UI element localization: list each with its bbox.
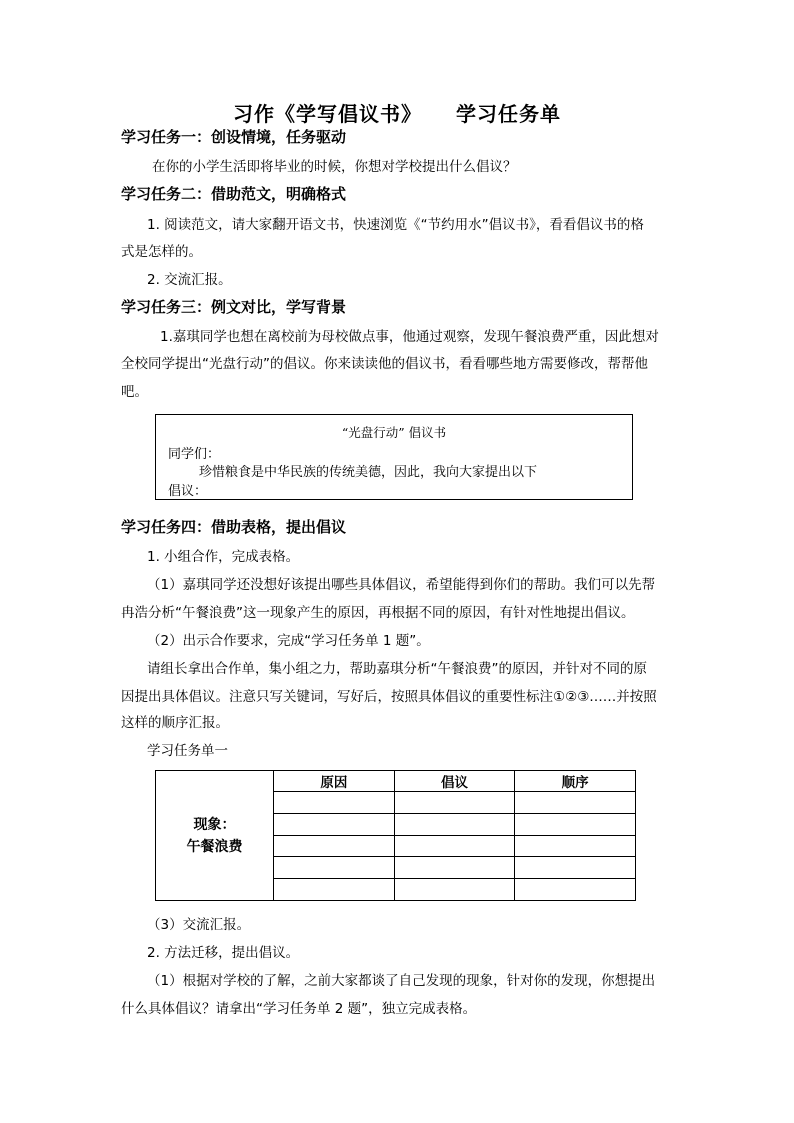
column-header-order: 顺序 (515, 771, 636, 792)
table-cell[interactable] (274, 813, 395, 835)
task4-step2a-line1: （1）根据对学校的了解，之前大家都谈了自己发现的现象，针对你的发现，你想提出 (147, 973, 656, 989)
phenomenon-value: 午餐浪费 (186, 838, 243, 855)
task3-heading: 学习任务三：例文对比，学写背景 (121, 298, 347, 316)
task4-step1b: （2）出示合作要求，完成“学习任务单 1 题”。 (147, 633, 430, 649)
task4-step2: 2. 方法迁移，提出倡议。 (147, 945, 300, 961)
example-title: “光盘行动” 倡议书 (341, 425, 447, 440)
table-cell[interactable] (274, 879, 395, 901)
task2-item2: 2. 交流汇报。 (147, 272, 232, 288)
title-sub: 学习任务单 (456, 102, 561, 126)
table-cell[interactable] (394, 857, 515, 879)
table-cell[interactable] (515, 857, 636, 879)
table-cell[interactable] (274, 835, 395, 857)
table-cell[interactable] (274, 792, 395, 814)
column-header-proposal: 倡议 (394, 771, 515, 792)
table-cell[interactable] (515, 879, 636, 901)
task4-step1c: （3）交流汇报。 (147, 917, 251, 933)
example-greeting: 同学们： (168, 447, 221, 462)
task2-item1-line1: 1. 阅读范文，请大家翻开语文书，快速浏览《“节约用水”倡议书》，看看倡议书的格 (147, 217, 644, 233)
phenomenon-cell (156, 771, 274, 901)
table-cell[interactable] (515, 835, 636, 857)
table-cell[interactable] (515, 813, 636, 835)
column-header-reason: 原因 (274, 771, 395, 792)
task4-step1: 1. 小组合作，完成表格。 (147, 549, 300, 565)
task4-requirement-line1: 请组长拿出合作单，集小组之力，帮助嘉琪分析“午餐浪费”的原因，并针对不同的原 (147, 661, 647, 677)
task4-heading: 学习任务四：借助表格，提出倡议 (121, 518, 347, 536)
task-sheet-table (155, 770, 636, 901)
task2-item1-line2: 式是怎样的。 (121, 244, 202, 260)
example-proposal-box (155, 414, 633, 500)
task3-para-line3: 吧。 (121, 384, 148, 400)
task3-para-line2: 全校同学提出“光盘行动”的倡议。你来读读他的倡议书，看看哪些地方需要修改，帮帮他 (121, 356, 648, 372)
phenomenon-label: 现象： (193, 816, 236, 833)
table-cell[interactable] (394, 835, 515, 857)
task1-paragraph: 在你的小学生活即将毕业的时候，你想对学校提出什么倡议？ (152, 159, 517, 175)
task3-para-line1: 1.嘉琪同学也想在离校前为母校做点事，他通过观察，发现午餐浪费严重，因此想对 (160, 329, 659, 345)
task2-heading: 学习任务二：借助范文，明确格式 (121, 185, 347, 203)
task4-requirement-line3: 这样的顺序汇报。 (121, 715, 229, 731)
task1-heading: 学习任务一：创设情境，任务驱动 (121, 128, 347, 146)
table-cell[interactable] (394, 792, 515, 814)
page-title (0, 98, 794, 127)
task4-step1a-line1: （1）嘉琪同学还没想好该提出哪些具体倡议，希望能得到你们的帮助。我们可以先帮 (147, 577, 656, 593)
title-main: 习作《学写倡议书》 (233, 102, 422, 126)
task4-step1a-line2: 冉浩分析“午餐浪费”这一现象产生的原因，再根据不同的原因，有针对性地提出倡议。 (121, 605, 635, 621)
task-sheet-label: 学习任务单一 (147, 743, 228, 759)
task4-requirement-line2: 因提出具体倡议。注意只写关键词，写好后，按照具体倡议的重要性标注①②③……并按照 (121, 689, 657, 705)
table-header-row (156, 771, 636, 792)
table-cell[interactable] (394, 879, 515, 901)
table-cell[interactable] (394, 813, 515, 835)
task4-step2a-line2: 什么具体倡议？请拿出“学习任务单 2 题”，独立完成表格。 (121, 1001, 477, 1017)
example-body-line2: 倡议： (168, 484, 208, 499)
table-cell[interactable] (274, 857, 395, 879)
example-body-line1: 珍惜粮食是中华民族的传统美德，因此，我向大家提出以下 (199, 465, 538, 480)
table-cell[interactable] (515, 792, 636, 814)
